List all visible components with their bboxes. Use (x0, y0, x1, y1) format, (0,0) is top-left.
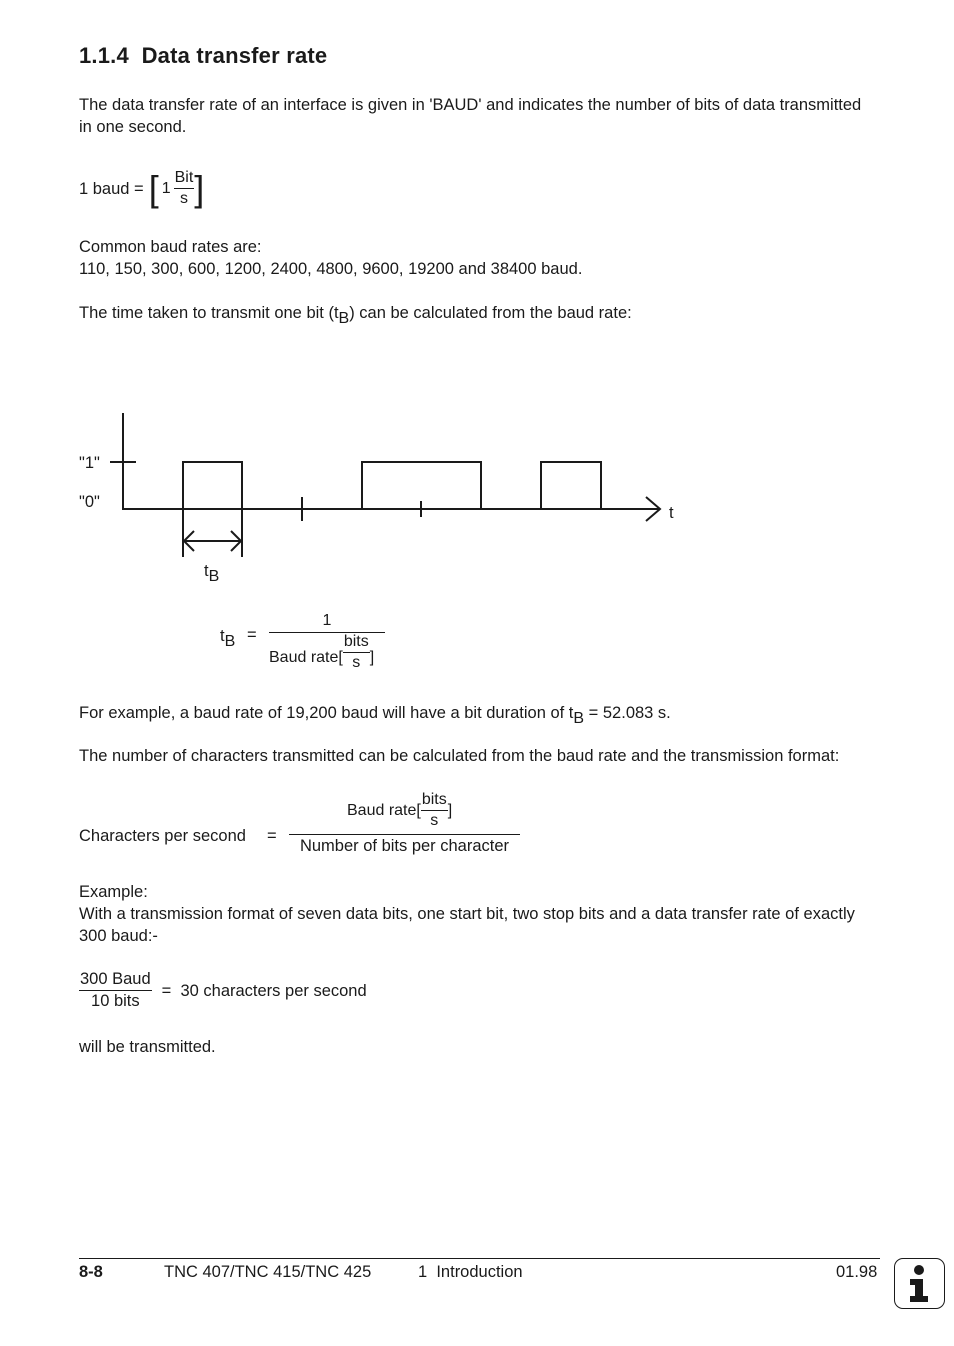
label-zero: "0" (79, 493, 100, 511)
time-sentence-sub: B (338, 310, 350, 327)
example-sentence-pre: For example, a baud rate of 19,200 baud will have a bit duration of t (79, 704, 574, 722)
formula-tb-den-num: bits (343, 632, 370, 653)
formula-cps-num-frac (421, 790, 448, 831)
formula-cps-num-num: bits (421, 790, 448, 811)
tb-label (204, 560, 219, 588)
formula-example-num: 300 Baud (79, 969, 152, 991)
time-sentence-post: ) can be calculated from the baud rate: (349, 304, 632, 322)
footer-page-number: 8-8 (79, 1263, 103, 1281)
axis-t-label: t (669, 504, 674, 522)
baud-def-coef: 1 (161, 179, 171, 197)
baud-def-lhs: 1 baud = (79, 179, 144, 198)
bracket-open: [ (148, 167, 159, 209)
formula-example (79, 969, 367, 1012)
formula-example-frac (79, 969, 152, 1012)
footer-model: TNC 407/TNC 415/TNC 425 (164, 1263, 372, 1281)
timing-diagram (0, 0, 954, 600)
formula-tb-lhs (220, 625, 235, 653)
formula-tb-sub: B (224, 633, 236, 650)
formula-cps-eq: = (267, 827, 277, 845)
example-sentence (79, 702, 671, 730)
example-sentence-sub: B (573, 710, 585, 727)
pulse-3 (541, 462, 601, 509)
info-icon (894, 1258, 945, 1309)
closing-text: will be transmitted. (79, 1038, 216, 1056)
formula-cps-num-post: ] (447, 801, 453, 819)
footer-rule (79, 1258, 880, 1259)
example-label: Example: (79, 883, 148, 901)
formula-cps-num-den: s (430, 812, 439, 829)
formula-tb-den-frac (343, 632, 370, 673)
formula-tb-den-pre: Baud rate[ (269, 648, 343, 666)
formula-tb-num: 1 (322, 612, 332, 629)
section-title: Data transfer rate (141, 43, 328, 68)
section-number: 1.1.4 (79, 43, 129, 68)
common-rates-list: 110, 150, 300, 600, 1200, 2400, 4800, 9600, 19200 and 38400 baud. (79, 260, 583, 278)
bracket-close: ] (194, 167, 205, 209)
example-text: With a transmission format of seven data bits, one start bit, two stop bits and a data transfer rate of exactly 300 baud:- (79, 905, 855, 945)
formula-example-den: 10 bits (91, 992, 140, 1010)
label-one: "1" (79, 454, 100, 472)
baud-def-num: Bit (174, 168, 195, 189)
common-rates-label: Common baud rates are: (79, 238, 262, 256)
tb-label-t: t (204, 562, 209, 580)
formula-tb-den (269, 632, 374, 673)
formula-cps-den: Number of bits per character (299, 837, 510, 855)
formula-tb-den-post: ] (369, 648, 375, 666)
footer-chapter: 1 Introduction (418, 1263, 523, 1281)
pulse-1 (183, 462, 242, 509)
formula-example-rhs: = 30 characters per second (161, 981, 367, 1000)
time-sentence-pre: The time taken to transmit one bit (t (79, 304, 339, 322)
formula-cps-num-pre: Baud rate[ (347, 801, 421, 819)
footer-date: 01.98 (836, 1263, 878, 1281)
formula-tb-t: t (220, 627, 225, 645)
example-sentence-post: = 52.083 s. (584, 704, 671, 722)
formula-tb-den-den: s (352, 654, 361, 671)
formula-cps-num (347, 790, 452, 831)
formula-cps-lhs: Characters per second (79, 827, 246, 845)
tb-label-sub: B (208, 568, 220, 585)
chars-sentence: The number of characters transmitted can be calculated from the baud rate and the transmission format: (79, 747, 840, 765)
formula-tb-eq: = (247, 626, 257, 644)
intro-paragraph: The data transfer rate of an interface is given in 'BAUD' and indicates the number of bits of data transmitted in one second. (79, 96, 862, 136)
baud-def-den: s (179, 190, 188, 207)
